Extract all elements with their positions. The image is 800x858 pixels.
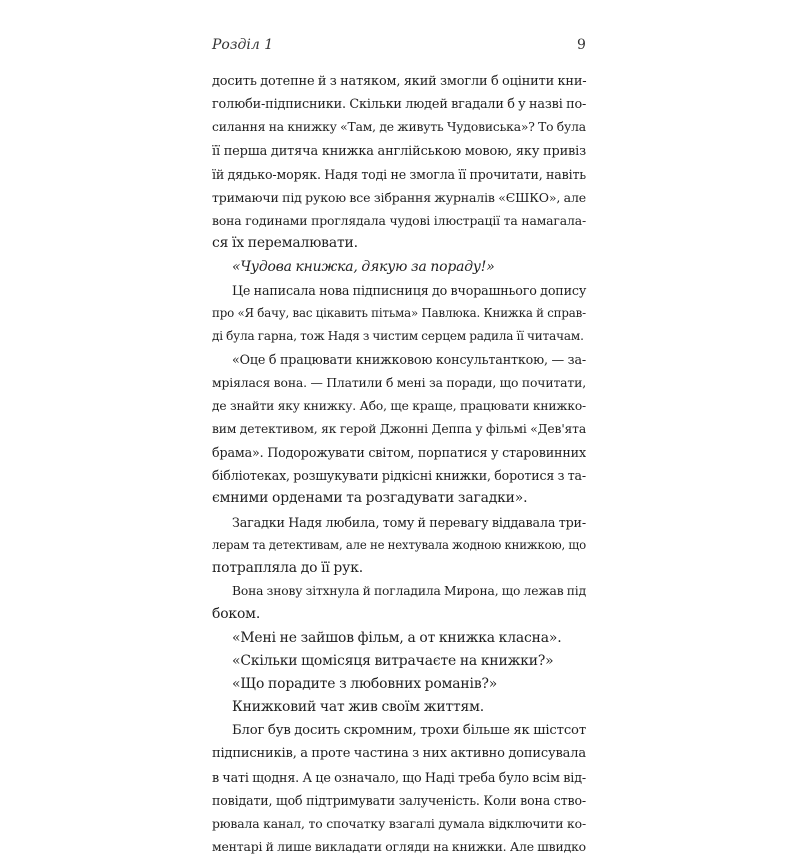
text-line: Загадки Надя любила, тому й перевагу віддавала три- (232, 514, 586, 530)
text-line: тримаючи під рукою все зібрання журналів «ЄШКО», але (212, 189, 586, 205)
text-line: досить дотепне й з натяком, який змогли б оцінити кни- (212, 74, 587, 89)
text-line: боком. (212, 606, 261, 623)
text-line: в чаті щодня. А це означало, що Наді треба було всім від- (212, 769, 586, 785)
text-line: «Мені не зайшов фільм, а от книжка класна». (232, 629, 562, 646)
text-line: «Що порадите з любовних романів?» (232, 675, 498, 692)
text-line: ся їх перемалювати. (212, 235, 358, 252)
running-head: Розділ 1 (212, 37, 274, 53)
text-line: Вона знову зітхнула й погладила Мирона, що лежав під (232, 584, 586, 599)
text-line: «Оце б працювати книжковою консультанткою, — за- (232, 352, 586, 368)
text-line: мріялася вона. — Платили б мені за поради, що почитати, (212, 375, 586, 391)
text-line: де знайти яку книжку. Або, ще краще, працювати книжко- (212, 398, 586, 413)
text-line: ментарі й лише викладати огляди на книжки. Але швидко (212, 839, 586, 855)
text-line: про «Я бачу, вас цікавить пітьма» Павлюка. Книжка й справ- (212, 305, 586, 320)
text-line: Блог був досить скромним, трохи більше як шістсот (232, 723, 586, 739)
text-line: Це написала нова підписниця до вчорашнього допису (232, 282, 587, 298)
text-line: повідати, щоб підтримувати залученість. Коли вона ство- (212, 792, 586, 808)
text-line: рювала канал, то спочатку взагалі думала відключити ко- (212, 816, 586, 831)
text-line: підписників, а проте частина з них активно дописувала (212, 746, 586, 762)
text-line: «Скільки щомісяця витрачаєте на книжки?» (232, 652, 554, 669)
text-line: потрапляла до її рук. (212, 559, 363, 576)
text-line: силання на книжку «Там, де живуть Чудовиська»? То була (212, 120, 586, 135)
text-line: вона годинами проглядала чудові ілюстрації та намагала- (212, 213, 586, 229)
text-line: вим детективом, як герой Джонні Деппа у фільмі «Дев'ята (212, 421, 586, 436)
page-number: 9 (577, 37, 586, 53)
text-line: голюби-підписники. Скільки людей вгадали б у назві по- (212, 97, 587, 113)
text-line: «Чудова книжка, дякую за пораду!» (232, 258, 495, 275)
text-line: ді була гарна, тож Надя з чистим серцем радила її читачам. (212, 329, 584, 344)
text-line: лерам та детективам, але не нехтувала жодною книжкою, що (212, 537, 586, 552)
text-line: бібліотеках, розшукувати рідкісні книжки, боротися з та- (212, 468, 586, 484)
text-line: брама». Подорожувати світом, порпатися у старовинних (212, 445, 586, 460)
text-line: Книжковий чат жив своїм життям. (232, 699, 485, 716)
body-text (212, 70, 586, 858)
text-line: її перша дитяча книжка англійською мовою, яку привіз (212, 143, 586, 159)
text-line: їй дядько-моряк. Надя тоді не змогла її прочитати, навіть (212, 166, 586, 182)
text-line: ємними орденами та розгадувати загадки». (212, 490, 528, 507)
